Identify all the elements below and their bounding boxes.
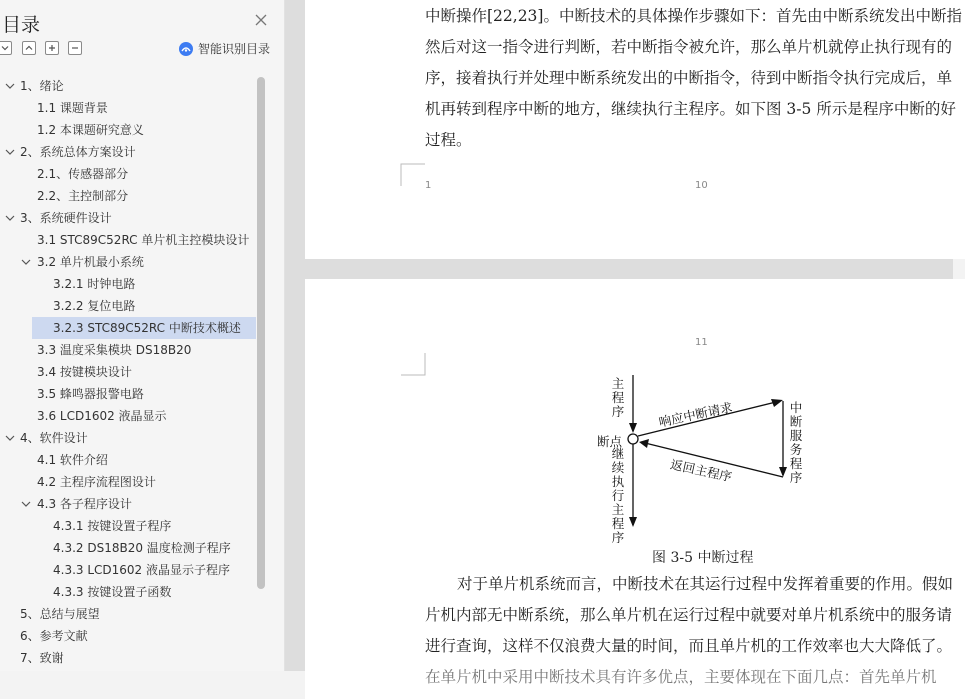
response-label: 响应中断请求 bbox=[657, 399, 734, 430]
toc-item[interactable]: 3.1 STC89C52RC 单片机主控模块设计 bbox=[37, 233, 250, 247]
add-icon[interactable] bbox=[45, 41, 59, 55]
page-number: 11 bbox=[695, 337, 708, 348]
toc-tree bbox=[0, 75, 256, 669]
body-text-line: 对于单片机系统而言，中断技术在其运行过程中发挥着重要的作用。假如 bbox=[457, 575, 954, 593]
chevron-down-icon[interactable] bbox=[5, 214, 15, 222]
body-text-line: 过程。 bbox=[425, 131, 472, 149]
continue-label: 继续执行主程序 bbox=[611, 446, 625, 545]
expand-up-icon[interactable] bbox=[22, 41, 36, 55]
margin-corner-mark bbox=[401, 164, 425, 186]
toc-item[interactable]: 3.2 单片机最小系统 bbox=[0, 251, 256, 273]
toc-item[interactable]: 4.3.2 DS18B20 温度检测子程序 bbox=[53, 541, 231, 555]
body-text-line: 然后对这一指令进行判断，若中断指令被允许，那么单片机就停止执行现有的 bbox=[425, 38, 953, 56]
smart-recognize-icon bbox=[179, 42, 193, 56]
main-program-label: 主程序 bbox=[611, 376, 625, 419]
body-text-line: 序，接着执行并处理中断系统发出的中断指令，待到中断指令执行完成后，单 bbox=[425, 69, 953, 87]
chevron-down-icon[interactable] bbox=[21, 258, 31, 266]
body-text-line: 进行查询，这样不仅浪费大量的时间，而且单片机的工作效率也大大降低了。 bbox=[425, 637, 953, 655]
body-text-line: 在单片机中采用中断技术具有许多优点，主要体现在下面几点：首先单片机 bbox=[425, 668, 937, 686]
smart-recognize-button[interactable] bbox=[179, 40, 270, 57]
toc-item[interactable]: 3.3 温度采集模块 DS18B20 bbox=[37, 343, 192, 357]
corner-number: 1 bbox=[425, 180, 432, 191]
chevron-down-icon[interactable] bbox=[5, 434, 15, 442]
document-viewport bbox=[285, 0, 962, 686]
toc-item[interactable]: 7、致谢 bbox=[20, 651, 64, 665]
toc-item[interactable]: 1.2 本课题研究意义 bbox=[37, 123, 144, 137]
toc-item[interactable]: 4.2 主程序流程图设计 bbox=[37, 475, 156, 489]
close-icon[interactable] bbox=[253, 12, 269, 28]
figure-caption: 图 3-5 中断过程 bbox=[652, 550, 754, 566]
toc-item[interactable]: 3.6 LCD1602 液晶显示 bbox=[37, 409, 167, 423]
toc-item[interactable]: 4.3.3 LCD1602 液晶显示子程序 bbox=[53, 563, 231, 577]
collapse-all-icon[interactable] bbox=[0, 41, 12, 55]
margin-corner-mark bbox=[401, 353, 425, 375]
toc-item[interactable]: 3.2.2 复位电路 bbox=[53, 299, 136, 313]
toc-item[interactable]: 6、参考文献 bbox=[20, 629, 88, 643]
toc-item[interactable]: 2.2、主控制部分 bbox=[37, 189, 129, 203]
toc-item[interactable]: 3.2.1 时钟电路 bbox=[53, 277, 136, 291]
toc-item[interactable]: 4.3 各子程序设计 bbox=[0, 493, 256, 515]
toc-item[interactable]: 1、绪论 bbox=[0, 75, 256, 97]
chevron-down-icon[interactable] bbox=[5, 148, 15, 156]
toc-item[interactable]: 1.1 课题背景 bbox=[37, 101, 108, 115]
toc-panel bbox=[0, 0, 285, 671]
toc-item[interactable]: 3.5 蜂鸣器报警电路 bbox=[37, 387, 144, 401]
breakpoint-label: 断点 bbox=[597, 434, 623, 449]
page-number: 10 bbox=[695, 180, 708, 191]
document-page bbox=[305, 0, 965, 259]
remove-icon[interactable] bbox=[68, 41, 82, 55]
smart-recognize-label: 智能识别目录 bbox=[198, 42, 271, 56]
body-text-line: 中断操作[22,23]。中断技术的具体操作步骤如下：首先由中断系统发出中断指 bbox=[425, 7, 962, 25]
toc-item[interactable]: 3.4 按键模块设计 bbox=[37, 365, 132, 379]
toc-title: 目录 bbox=[2, 14, 41, 36]
toc-item[interactable]: 5、总结与展望 bbox=[20, 607, 100, 621]
document-page bbox=[305, 279, 965, 699]
toc-item[interactable]: 4.1 软件介绍 bbox=[37, 453, 108, 467]
toc-item[interactable]: 4.3.3 按键设置子函数 bbox=[53, 585, 172, 599]
toc-item[interactable]: 4.3.1 按键设置子程序 bbox=[53, 519, 172, 533]
toc-item[interactable]: 2.1、传感器部分 bbox=[37, 167, 129, 181]
toc-item-selected[interactable]: 3.2.3 STC89C52RC 中断技术概述 bbox=[32, 317, 256, 339]
toc-item[interactable]: 3、系统硬件设计 bbox=[0, 207, 256, 229]
toc-item[interactable]: 4、软件设计 bbox=[0, 427, 256, 449]
toc-toolbar bbox=[0, 41, 284, 57]
chevron-down-icon[interactable] bbox=[5, 82, 15, 90]
return-label: 返回主程序 bbox=[669, 456, 734, 485]
service-routine-label: 中断服务程序 bbox=[789, 400, 803, 485]
body-text-line: 片机内部无中断系统，那么单片机在运行过程中就要对单片机系统中的服务请 bbox=[425, 606, 953, 624]
toc-scrollbar[interactable] bbox=[257, 77, 265, 589]
toc-item[interactable]: 2、系统总体方案设计 bbox=[0, 141, 256, 163]
chevron-down-icon[interactable] bbox=[21, 500, 31, 508]
body-text-line: 机再转到程序中断的地方，继续执行主程序。如下图 3-5 所示是程序中断的好 bbox=[425, 100, 956, 118]
